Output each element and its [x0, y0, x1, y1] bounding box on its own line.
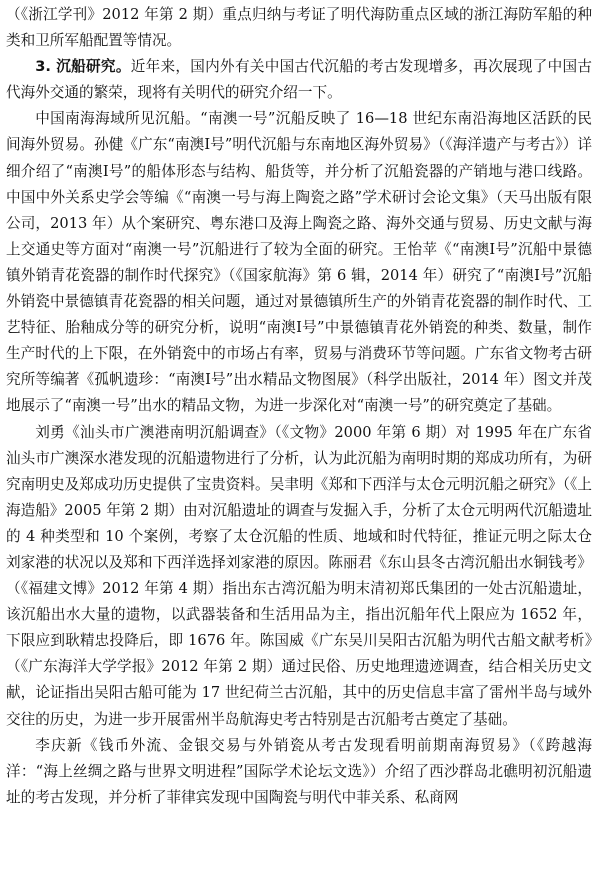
paragraph-nanao-one — [6, 106, 592, 419]
paragraph-text: 近年来，国内外有关中国古代沉船的考古发现增多，再次展现了中国古代海外交通的繁荣，现将有关明代的研究介绍一下。 — [6, 58, 592, 102]
paragraph-text: （《浙江学刊》2012 年第 2 期）重点归纳与考证了明代海防重点区域的浙江海防军船的种类和卫所军船配置等情况。 — [6, 6, 592, 50]
paragraph-south-sea-trade — [6, 733, 592, 811]
document-page — [6, 2, 592, 811]
section-shipwreck-research — [6, 54, 592, 106]
paragraph-other-shipwrecks — [6, 420, 592, 733]
paragraph-zhejiang-coastal-defense — [6, 2, 592, 54]
paragraph-text: 李庆新《钱币外流、金银交易与外销瓷从考古发现看明前期南海贸易》（《跨越海洋：“海上丝绸之路与世界文明进程”国际学术论坛文选》）介绍了西沙群岛北礁明初沉船遗址的考古发现，并分析了菲律宾发现中国陶瓷与明代中菲关系、私商网 — [6, 736, 592, 806]
paragraph-text: 刘勇《汕头市广澳港南明沉船调查》（《文物》2000 年第 6 期）对 1995 年在广东省汕头市广澳深水港发现的沉船遗物进行了分析，认为此沉船为南明时期的郑成功所有，为研究南明史及郑成功历史提供了宝贵资料。吴聿明《郑和下西洋与太仓元明沉船之研究》（《上海造船》2005 年第 2 期）由对沉船遗址的调查与发掘入手，分析了太仓元明两代沉船遗址的 4 种类型和 10 个案例，考察了太仓沉船的性质、地域和时代特征，推证元明之际太仓刘家港的状况以及郑和下西洋选择刘家港的原因。陈丽君《东山县冬古湾沉船出水铜钱考》（《福建文博》2012 年第 4 期）指出东古湾沉船为明末清初郑氏集团的一处古沉船遗址，该沉船出水大量的遗物，以武器装备和生活用品为主，指出沉船年代上限应为 1652 年，下限应到耿精忠投降后，即 1676 年。陈国威《广东吴川吴阳古沉船为明代古船文献考析》（《广东海洋大学学报》2012 年第 2 期）通过民俗、历史地理遗迹调查，结合相关历史文献，论证指出吴阳古船可能为 17 世纪荷兰古沉船，其中的历史信息丰富了雷州半岛与域外交往的历史，为进一步开展雷州半岛航海史考古特别是古沉船考古奠定了基础。 — [6, 423, 592, 728]
paragraph-text: 中国南海海域所见沉船。“南澳一号”沉船反映了 16—18 世纪东南沿海地区活跃的民间海外贸易。孙健《广东“南澳Ⅰ号”明代沉船与东南地区海外贸易》（《海洋遗产与考古》）详细介绍了“南澳Ⅰ号”的船体形态与结构、船货等，并分析了沉船瓷器的产销地与港口线路。中国中外关系史学会等编《“南澳一号与海上陶瓷之路”学术研讨会论文集》（天马出版有限公司，2013 年）从个案研究、粤东港口及海上陶瓷之路、海外交通与贸易、历史文献与海上交通史等方面对“南澳一号”沉船进行了较为全面的研究。王怡苹《“南澳Ⅰ号”沉船中景德镇外销青花瓷器的制作时代探究》（《国家航海》第 6 辑，2014 年）研究了“南澳Ⅰ号”沉船外销瓷中景德镇青花瓷器的相关问题，通过对景德镇所生产的外销青花瓷器的制作时代、工艺特征、胎釉成分等的研究分析，说明“南澳Ⅰ号”中景德镇青花外销瓷的种类、数量，制作生产时代的上下限，在外销瓷中的市场占有率，贸易与消费环节等问题。广东省文物考古研究所等编著《孤帆遗珍：“南澳Ⅰ号”出水精品文物图展》（科学出版社，2014 年）图文并茂地展示了“南澳一号”出水的精品文物，为进一步深化对“南澳一号”的研究奠定了基础。 — [6, 110, 592, 415]
section-heading: 3. 沉船研究。 — [35, 58, 131, 76]
